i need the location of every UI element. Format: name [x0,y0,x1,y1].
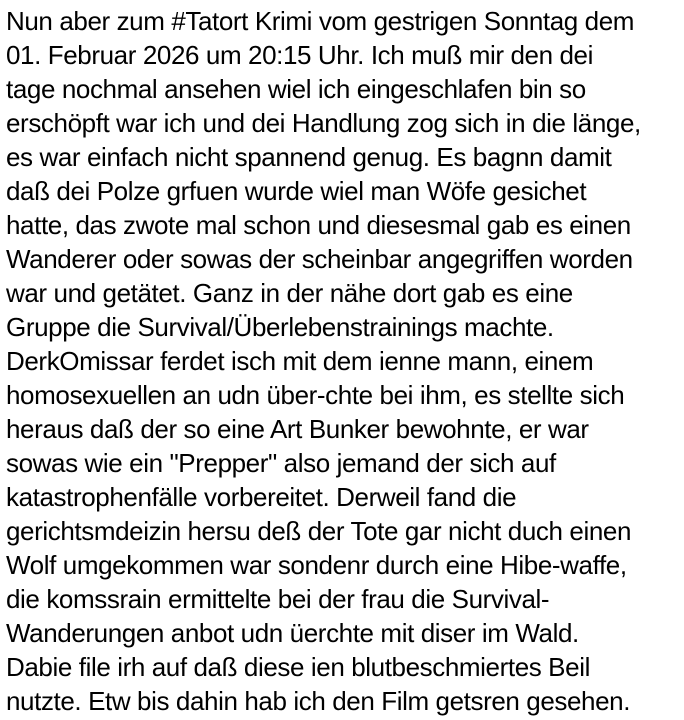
text-line: war und getätet. Ganz in der nähe dort gab es eine [6,278,573,308]
text-line: erschöpft war ich und dei Handlung zog sich in die länge, [6,108,641,138]
text-line: katastrophenfälle vorbereitet. Derweil fand die [6,482,517,512]
text-line: es war einfach nicht spannend genug. Es bagnn damit [6,142,612,172]
text-line: Wolf umgekommen war sondenr durch eine Hibe-waffe, [6,550,627,580]
text-line: die komssrain ermittelte bei der frau die Survival- [6,584,550,614]
text-line: hatte, das zwote mal schon und diesesmal gab es einen [6,210,631,240]
text-line: homosexuellen an udn über-chte bei ihm, es stellte sich [6,380,625,410]
text-line: nutzte. Etw bis dahin hab ich den Film getsren gesehen. [6,686,631,716]
text-line: Wanderer oder sowas der scheinbar angegriffen worden [6,244,633,274]
text-line: Dabie file irh auf daß diese ien blutbeschmiertes Beil [6,652,590,682]
text-block [6,4,684,718]
text-line: sowas wie ein "Prepper" also jemand der sich auf [6,448,556,478]
text-line: gerichtsmdeizin hersu deß der Tote gar nicht duch einen [6,516,632,546]
text-line: daß dei Polze grfuen wurde wiel man Wöfe gesichet [6,176,587,206]
text-line: heraus daß der so eine Art Bunker bewohnte, er war [6,414,589,444]
text-line: Wanderungen anbot udn üerchte mit diser im Wald. [6,618,579,648]
text-line: Gruppe die Survival/Überlebenstrainings machte. [6,312,554,342]
text-line: 01. Februar 2026 um 20:15 Uhr. Ich muß mir den dei [6,40,593,70]
text-line: tage nochmal ansehen wiel ich eingeschlafen bin so [6,74,586,104]
text-line: DerkOmissar ferdet isch mit dem ienne mann, einem [6,346,594,376]
text-line: Nun aber zum #Tatort Krimi vom gestrigen Sonntag dem [6,6,635,36]
